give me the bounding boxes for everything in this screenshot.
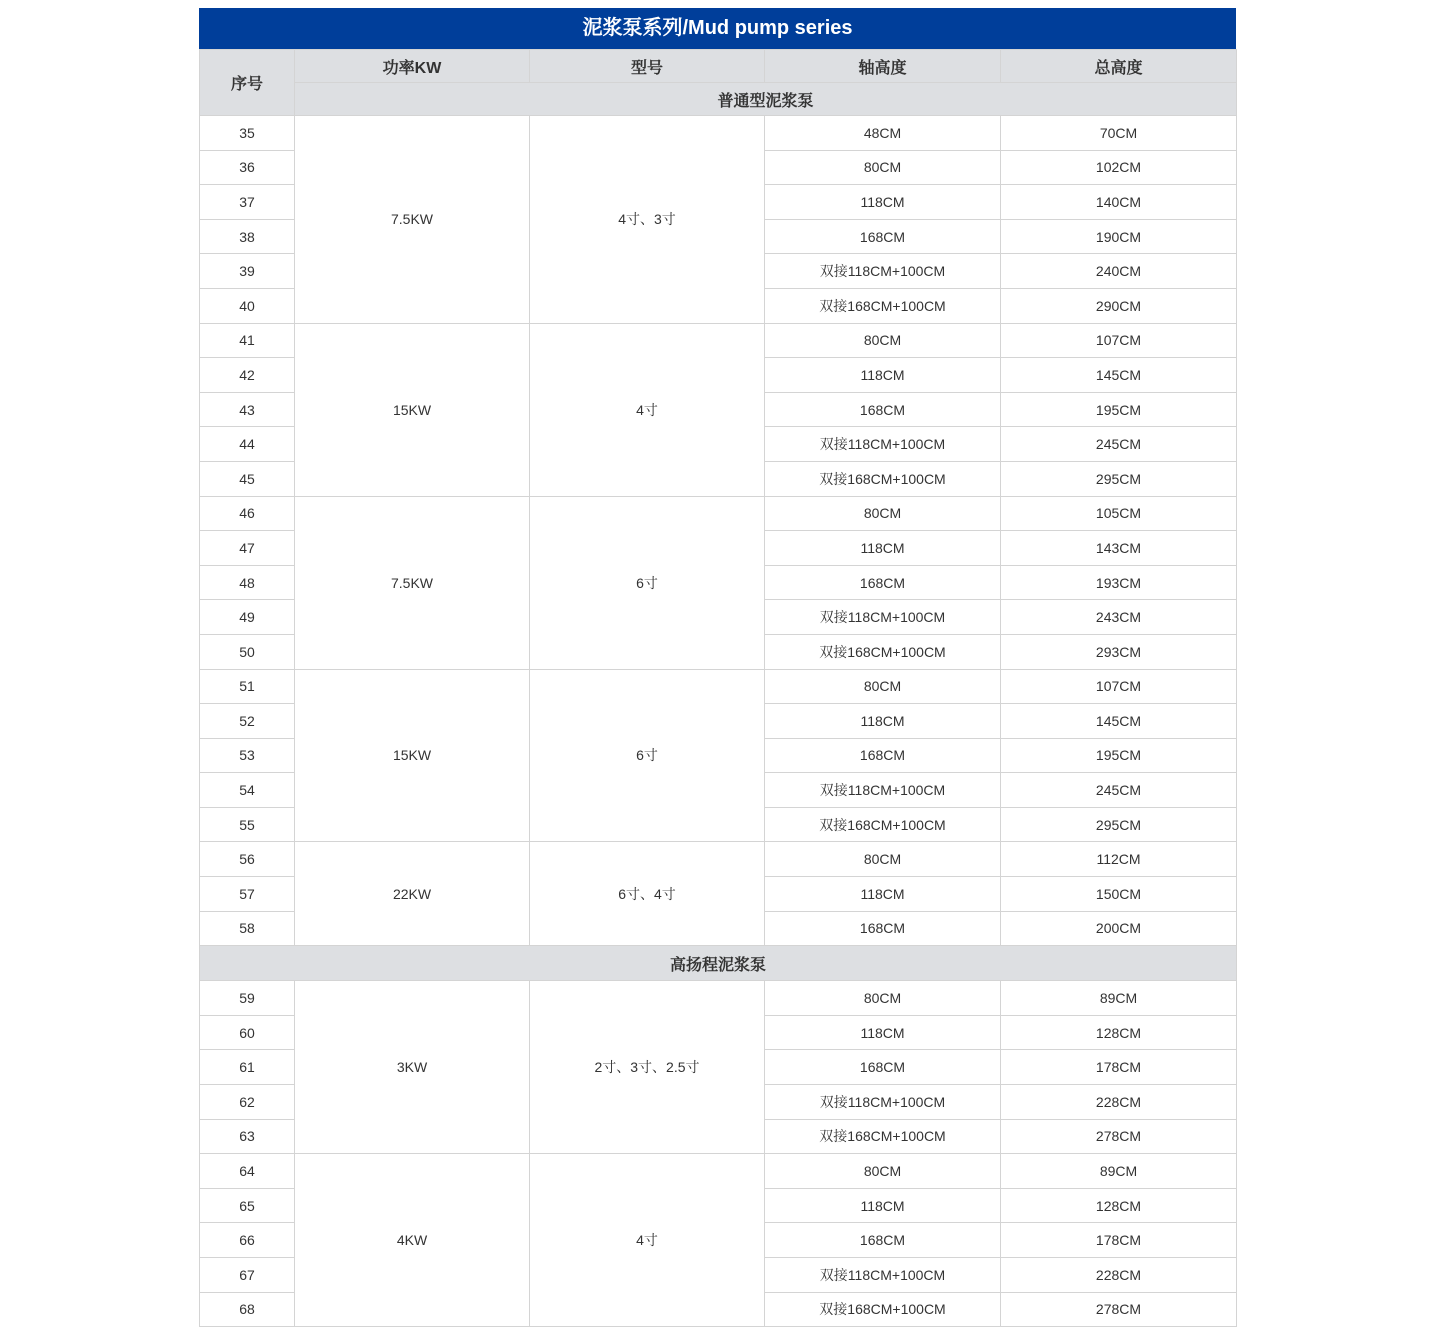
cell-shaft-height: 48CM <box>765 116 1001 151</box>
cell-total-height: 295CM <box>1001 461 1237 496</box>
cell-shaft-height: 168CM <box>765 1223 1001 1258</box>
cell-total-height: 112CM <box>1001 842 1237 877</box>
cell-shaft-height: 118CM <box>765 531 1001 566</box>
cell-seq: 61 <box>200 1050 295 1085</box>
cell-total-height: 278CM <box>1001 1292 1237 1327</box>
cell-total-height: 245CM <box>1001 773 1237 808</box>
table-row <box>200 323 1237 358</box>
table-row <box>200 669 1237 704</box>
cell-power: 22KW <box>295 842 530 946</box>
cell-power: 4KW <box>295 1154 530 1327</box>
cell-total-height: 140CM <box>1001 185 1237 220</box>
cell-seq: 55 <box>200 807 295 842</box>
cell-total-height: 195CM <box>1001 392 1237 427</box>
cell-seq: 67 <box>200 1258 295 1293</box>
cell-seq: 36 <box>200 150 295 185</box>
cell-shaft-height: 80CM <box>765 323 1001 358</box>
cell-seq: 44 <box>200 427 295 462</box>
section-row <box>200 946 1237 981</box>
cell-power: 7.5KW <box>295 116 530 324</box>
cell-total-height: 107CM <box>1001 669 1237 704</box>
cell-shaft-height: 双接168CM+100CM <box>765 288 1001 323</box>
cell-seq: 56 <box>200 842 295 877</box>
cell-total-height: 102CM <box>1001 150 1237 185</box>
cell-total-height: 243CM <box>1001 600 1237 635</box>
cell-total-height: 228CM <box>1001 1258 1237 1293</box>
cell-seq: 63 <box>200 1119 295 1154</box>
cell-power: 15KW <box>295 323 530 496</box>
spec-table <box>199 49 1237 1327</box>
cell-total-height: 89CM <box>1001 1154 1237 1189</box>
cell-total-height: 278CM <box>1001 1119 1237 1154</box>
cell-power: 15KW <box>295 669 530 842</box>
cell-total-height: 293CM <box>1001 634 1237 669</box>
cell-total-height: 178CM <box>1001 1050 1237 1085</box>
cell-seq: 59 <box>200 981 295 1016</box>
cell-shaft-height: 80CM <box>765 150 1001 185</box>
header-shaft-height: 轴高度 <box>765 50 1001 83</box>
cell-seq: 65 <box>200 1188 295 1223</box>
cell-total-height: 228CM <box>1001 1085 1237 1120</box>
cell-seq: 35 <box>200 116 295 151</box>
cell-shaft-height: 双接118CM+100CM <box>765 254 1001 289</box>
cell-seq: 46 <box>200 496 295 531</box>
cell-shaft-height: 80CM <box>765 1154 1001 1189</box>
cell-seq: 50 <box>200 634 295 669</box>
cell-shaft-height: 双接118CM+100CM <box>765 1085 1001 1120</box>
table-row <box>200 842 1237 877</box>
cell-seq: 38 <box>200 219 295 254</box>
cell-shaft-height: 双接118CM+100CM <box>765 1258 1001 1293</box>
cell-shaft-height: 118CM <box>765 1188 1001 1223</box>
cell-seq: 54 <box>200 773 295 808</box>
cell-shaft-height: 双接118CM+100CM <box>765 427 1001 462</box>
cell-shaft-height: 168CM <box>765 911 1001 946</box>
cell-seq: 43 <box>200 392 295 427</box>
table-row <box>200 981 1237 1016</box>
cell-seq: 47 <box>200 531 295 566</box>
cell-total-height: 70CM <box>1001 116 1237 151</box>
cell-seq: 40 <box>200 288 295 323</box>
cell-shaft-height: 双接168CM+100CM <box>765 1119 1001 1154</box>
cell-shaft-height: 168CM <box>765 1050 1001 1085</box>
cell-total-height: 145CM <box>1001 704 1237 739</box>
cell-model: 6寸、4寸 <box>530 842 765 946</box>
table-row <box>200 116 1237 151</box>
cell-shaft-height: 118CM <box>765 877 1001 912</box>
cell-seq: 58 <box>200 911 295 946</box>
cell-shaft-height: 118CM <box>765 358 1001 393</box>
cell-shaft-height: 118CM <box>765 1015 1001 1050</box>
cell-seq: 41 <box>200 323 295 358</box>
cell-seq: 64 <box>200 1154 295 1189</box>
section-title: 高扬程泥浆泵 <box>200 946 1237 981</box>
cell-shaft-height: 80CM <box>765 981 1001 1016</box>
cell-seq: 68 <box>200 1292 295 1327</box>
cell-shaft-height: 双接118CM+100CM <box>765 600 1001 635</box>
cell-model: 4寸 <box>530 1154 765 1327</box>
cell-shaft-height: 双接168CM+100CM <box>765 807 1001 842</box>
cell-seq: 45 <box>200 461 295 496</box>
cell-shaft-height: 118CM <box>765 704 1001 739</box>
cell-seq: 42 <box>200 358 295 393</box>
cell-total-height: 245CM <box>1001 427 1237 462</box>
cell-total-height: 193CM <box>1001 565 1237 600</box>
cell-shaft-height: 118CM <box>765 185 1001 220</box>
cell-shaft-height: 168CM <box>765 738 1001 773</box>
table-title: 泥浆泵系列/Mud pump series <box>199 8 1236 49</box>
header-model: 型号 <box>530 50 765 83</box>
cell-total-height: 290CM <box>1001 288 1237 323</box>
cell-total-height: 190CM <box>1001 219 1237 254</box>
cell-seq: 52 <box>200 704 295 739</box>
cell-seq: 37 <box>200 185 295 220</box>
cell-seq: 51 <box>200 669 295 704</box>
cell-model: 6寸 <box>530 496 765 669</box>
cell-shaft-height: 80CM <box>765 842 1001 877</box>
cell-total-height: 107CM <box>1001 323 1237 358</box>
cell-total-height: 89CM <box>1001 981 1237 1016</box>
cell-seq: 57 <box>200 877 295 912</box>
cell-model: 2寸、3寸、2.5寸 <box>530 981 765 1154</box>
cell-seq: 66 <box>200 1223 295 1258</box>
cell-shaft-height: 168CM <box>765 565 1001 600</box>
cell-shaft-height: 80CM <box>765 669 1001 704</box>
cell-total-height: 105CM <box>1001 496 1237 531</box>
cell-seq: 49 <box>200 600 295 635</box>
cell-power: 7.5KW <box>295 496 530 669</box>
cell-total-height: 128CM <box>1001 1188 1237 1223</box>
cell-seq: 53 <box>200 738 295 773</box>
cell-shaft-height: 168CM <box>765 392 1001 427</box>
cell-seq: 48 <box>200 565 295 600</box>
cell-shaft-height: 双接168CM+100CM <box>765 1292 1001 1327</box>
cell-shaft-height: 双接168CM+100CM <box>765 461 1001 496</box>
cell-model: 6寸 <box>530 669 765 842</box>
cell-shaft-height: 双接168CM+100CM <box>765 634 1001 669</box>
cell-total-height: 128CM <box>1001 1015 1237 1050</box>
cell-seq: 60 <box>200 1015 295 1050</box>
cell-total-height: 145CM <box>1001 358 1237 393</box>
cell-total-height: 150CM <box>1001 877 1237 912</box>
cell-shaft-height: 双接118CM+100CM <box>765 773 1001 808</box>
header-seq: 序号 <box>200 50 295 116</box>
cell-model: 4寸、3寸 <box>530 116 765 324</box>
table-row <box>200 1154 1237 1189</box>
table-body <box>200 116 1237 1327</box>
cell-total-height: 240CM <box>1001 254 1237 289</box>
cell-total-height: 295CM <box>1001 807 1237 842</box>
cell-power: 3KW <box>295 981 530 1154</box>
table-row <box>200 496 1237 531</box>
cell-total-height: 178CM <box>1001 1223 1237 1258</box>
header-power: 功率KW <box>295 50 530 83</box>
cell-total-height: 143CM <box>1001 531 1237 566</box>
cell-shaft-height: 80CM <box>765 496 1001 531</box>
cell-seq: 62 <box>200 1085 295 1120</box>
cell-total-height: 195CM <box>1001 738 1237 773</box>
cell-total-height: 200CM <box>1001 911 1237 946</box>
cell-seq: 39 <box>200 254 295 289</box>
cell-model: 4寸 <box>530 323 765 496</box>
section-title-standard: 普通型泥浆泵 <box>295 83 1237 116</box>
header-total-height: 总高度 <box>1001 50 1237 83</box>
spec-table-container <box>199 8 1236 1327</box>
cell-shaft-height: 168CM <box>765 219 1001 254</box>
